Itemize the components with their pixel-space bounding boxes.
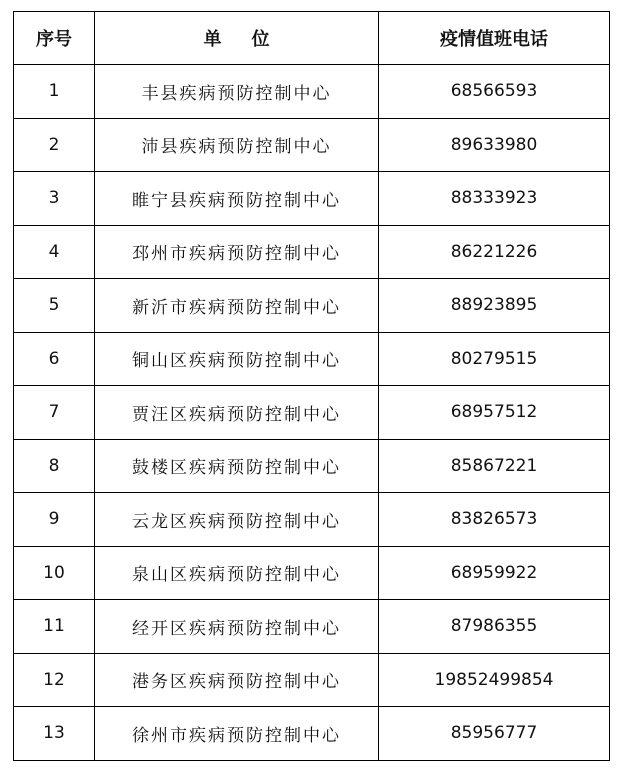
table-row — [14, 118, 610, 172]
row-phone: 85867221 — [379, 439, 610, 493]
row-index: 1 — [14, 65, 95, 119]
table-body — [14, 65, 610, 761]
row-index: 3 — [14, 172, 95, 226]
row-phone: 19852499854 — [379, 653, 610, 707]
table-row — [14, 600, 610, 654]
row-phone: 86221226 — [379, 225, 610, 279]
row-index: 12 — [14, 653, 95, 707]
table-row — [14, 332, 610, 386]
row-unit: 贾汪区疾病预防控制中心 — [95, 386, 379, 440]
row-index: 11 — [14, 600, 95, 654]
row-phone: 89633980 — [379, 118, 610, 172]
row-index: 10 — [14, 546, 95, 600]
row-index: 4 — [14, 225, 95, 279]
row-unit: 经开区疾病预防控制中心 — [95, 600, 379, 654]
row-phone: 88923895 — [379, 279, 610, 333]
row-unit: 铜山区疾病预防控制中心 — [95, 332, 379, 386]
row-index: 5 — [14, 279, 95, 333]
table-row — [14, 172, 610, 226]
row-unit: 泉山区疾病预防控制中心 — [95, 546, 379, 600]
row-index: 2 — [14, 118, 95, 172]
contact-table — [13, 11, 610, 761]
table-row — [14, 279, 610, 333]
header-unit — [95, 12, 379, 65]
row-phone: 80279515 — [379, 332, 610, 386]
header-phone: 疫情值班电话 — [379, 12, 610, 65]
header-unit-char-1: 单 — [203, 29, 222, 50]
row-unit: 邳州市疾病预防控制中心 — [95, 225, 379, 279]
table-row — [14, 493, 610, 547]
row-unit: 云龙区疾病预防控制中心 — [95, 493, 379, 547]
table-row — [14, 225, 610, 279]
row-phone: 83826573 — [379, 493, 610, 547]
row-unit: 睢宁县疾病预防控制中心 — [95, 172, 379, 226]
row-index: 13 — [14, 707, 95, 761]
table-row — [14, 439, 610, 493]
row-index: 6 — [14, 332, 95, 386]
table-row — [14, 707, 610, 761]
row-unit: 港务区疾病预防控制中心 — [95, 653, 379, 707]
row-unit: 徐州市疾病预防控制中心 — [95, 707, 379, 761]
table-row — [14, 546, 610, 600]
row-phone: 68566593 — [379, 65, 610, 119]
table-header — [14, 12, 610, 65]
row-unit: 丰县疾病预防控制中心 — [95, 65, 379, 119]
row-unit: 新沂市疾病预防控制中心 — [95, 279, 379, 333]
header-index: 序号 — [14, 12, 95, 65]
row-unit: 沛县疾病预防控制中心 — [95, 118, 379, 172]
header-row — [14, 12, 610, 65]
row-index: 9 — [14, 493, 95, 547]
row-index: 7 — [14, 386, 95, 440]
table-row — [14, 386, 610, 440]
row-phone: 68957512 — [379, 386, 610, 440]
contact-table-container — [13, 11, 609, 761]
table-row — [14, 653, 610, 707]
row-unit: 鼓楼区疾病预防控制中心 — [95, 439, 379, 493]
row-phone: 87986355 — [379, 600, 610, 654]
row-phone: 68959922 — [379, 546, 610, 600]
table-row — [14, 65, 610, 119]
row-phone: 88333923 — [379, 172, 610, 226]
row-phone: 85956777 — [379, 707, 610, 761]
header-unit-char-2: 位 — [251, 29, 270, 50]
row-index: 8 — [14, 439, 95, 493]
